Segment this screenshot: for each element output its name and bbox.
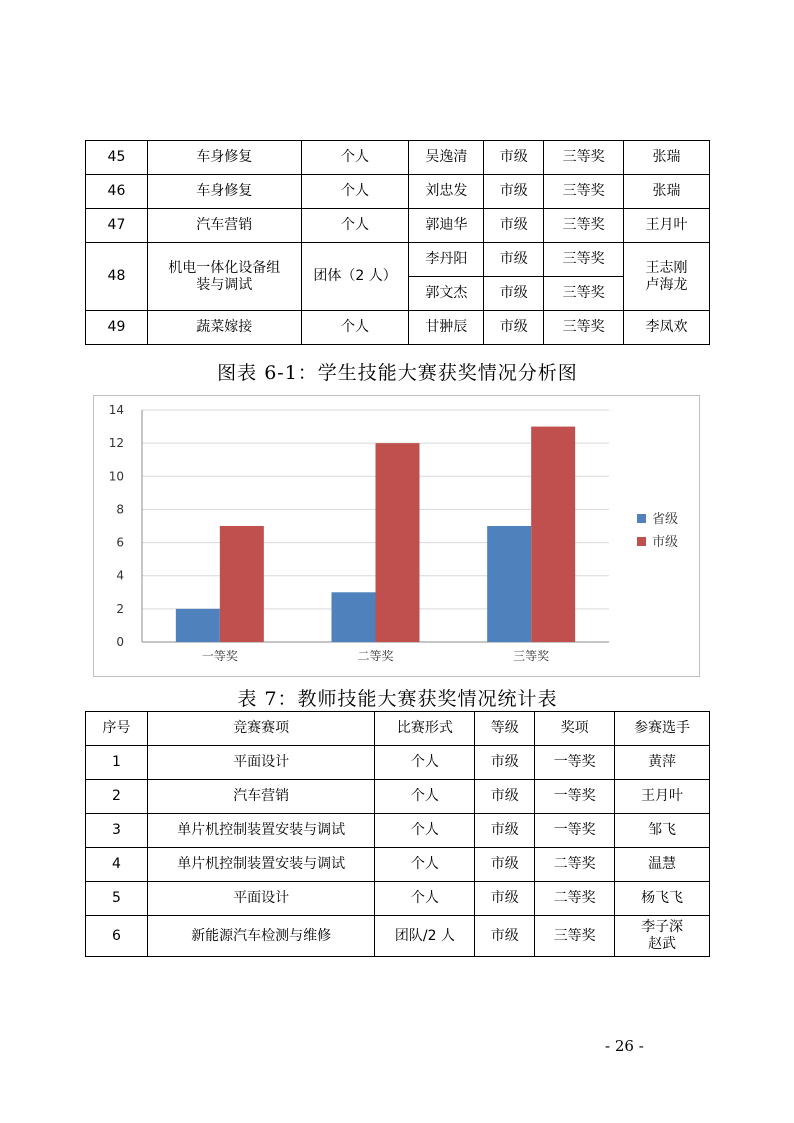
award-grade: 三等奖 [544,209,624,243]
table-row [86,141,710,175]
y-tick-label: 10 [108,469,124,484]
event-name-line: 机电一体化设备组 [168,259,281,276]
competition-form: 个人 [301,141,409,175]
header-event: 竞赛赛项 [147,712,375,746]
participant-name [615,916,710,957]
header-form: 比赛形式 [375,712,475,746]
event-name [147,243,301,311]
table-row [86,814,710,848]
award-grade: 三等奖 [544,277,624,311]
award-level: 市级 [475,882,535,916]
award-level: 市级 [484,243,544,277]
award-grade: 二等奖 [535,882,615,916]
coach-name: 张瑞 [624,141,710,175]
award-level: 市级 [475,746,535,780]
competition-form: 团队/2 人 [375,916,475,957]
award-level: 市级 [484,311,544,345]
row-number: 49 [86,311,148,345]
award-level: 市级 [475,848,535,882]
table-row [86,209,710,243]
legend-swatch [637,537,646,546]
legend-swatch [637,514,646,523]
award-level: 市级 [484,209,544,243]
row-number: 2 [86,780,148,814]
competition-form: 个人 [375,780,475,814]
row-number: 1 [86,746,148,780]
participant-name: 刘忠发 [409,175,484,209]
participant-name: 李丹阳 [409,243,484,277]
y-tick-label: 14 [108,403,124,417]
row-number: 3 [86,814,148,848]
row-number: 5 [86,882,148,916]
table-row [86,780,710,814]
event-name: 平面设计 [147,882,375,916]
bar-市级 [220,526,264,642]
table-caption: 表 7：教师技能大赛获奖情况统计表 [237,688,558,710]
event-name-line: 装与调试 [196,276,253,293]
y-tick-label: 0 [116,635,124,649]
y-tick-label: 12 [108,436,124,451]
table-row [86,848,710,882]
participant-name-line: 李子深 [641,919,684,935]
event-name: 单片机控制装置安装与调试 [147,848,375,882]
event-name: 平面设计 [147,746,375,780]
coach-name: 王月叶 [624,209,710,243]
awards-bar-chart [93,395,700,677]
participant-name: 甘翀辰 [409,311,484,345]
y-tick-label: 6 [116,535,124,550]
participant-name: 郭迪华 [409,209,484,243]
competition-form: 个人 [375,746,475,780]
participant-name: 邹飞 [615,814,710,848]
row-number: 4 [86,848,148,882]
table-row [86,882,710,916]
bar-省级 [332,592,376,642]
table-row [86,243,710,277]
legend-label: 市级 [652,535,679,550]
event-name: 汽车营销 [147,780,375,814]
participant-name-line: 赵武 [648,936,677,952]
legend-label: 省级 [652,512,679,527]
event-name: 车身修复 [147,141,301,175]
row-number: 46 [86,175,148,209]
bar-省级 [487,526,531,642]
competition-form: 个人 [301,209,409,243]
event-name: 汽车营销 [147,209,301,243]
competition-form: 个人 [301,311,409,345]
award-grade: 三等奖 [535,916,615,957]
award-level: 市级 [475,916,535,957]
participant-name: 温慧 [615,848,710,882]
award-level: 市级 [484,277,544,311]
row-number: 45 [86,141,148,175]
award-grade: 三等奖 [544,243,624,277]
y-tick-label: 8 [116,502,124,517]
coach-name: 李凤欢 [624,311,710,345]
page-number: - 26 - [605,1037,644,1055]
bar-市级 [531,427,575,642]
y-tick-label: 4 [116,568,124,583]
row-number: 6 [86,916,148,957]
chart-canvas [94,396,699,676]
participant-name: 吴逸清 [409,141,484,175]
award-level: 市级 [475,780,535,814]
row-number: 48 [86,243,148,311]
award-grade: 二等奖 [535,848,615,882]
bar-省级 [176,609,220,642]
participant-name: 王月叶 [615,780,710,814]
header-number: 序号 [86,712,148,746]
award-grade: 三等奖 [544,141,624,175]
chart-caption: 图表 6-1：学生技能大赛获奖情况分析图 [217,362,578,384]
x-tick-label: 一等奖 [201,649,238,663]
event-name: 单片机控制装置安装与调试 [147,814,375,848]
table-row [86,746,710,780]
participant-name: 郭文杰 [409,277,484,311]
header-participant: 参赛选手 [615,712,710,746]
bar-市级 [376,443,420,642]
table-row [86,311,710,345]
coach-name-line: 王志刚 [645,259,688,276]
event-name: 车身修复 [147,175,301,209]
award-level: 市级 [484,141,544,175]
coach-name: 张瑞 [624,175,710,209]
competition-form: 团体（2 人） [301,243,409,311]
teacher-awards-table [85,711,710,957]
event-name: 新能源汽车检测与维修 [147,916,375,957]
award-grade: 一等奖 [535,814,615,848]
x-tick-label: 三等奖 [513,649,550,663]
y-tick-label: 2 [116,601,124,616]
coach-name [624,243,710,311]
award-level: 市级 [475,814,535,848]
header-level: 等级 [475,712,535,746]
award-grade: 一等奖 [535,780,615,814]
x-tick-label: 二等奖 [357,649,394,663]
award-grade: 三等奖 [544,311,624,345]
participant-name: 黄萍 [615,746,710,780]
award-level: 市级 [484,175,544,209]
header-award: 奖项 [535,712,615,746]
competition-form: 个人 [375,848,475,882]
participant-name: 杨飞飞 [615,882,710,916]
competition-form: 个人 [375,814,475,848]
table-header-row [86,712,710,746]
table-row [86,916,710,957]
coach-name-line: 卢海龙 [645,276,688,293]
competition-form: 个人 [301,175,409,209]
student-awards-table [85,140,710,345]
table-row [86,175,710,209]
award-grade: 一等奖 [535,746,615,780]
competition-form: 个人 [375,882,475,916]
award-grade: 三等奖 [544,175,624,209]
row-number: 47 [86,209,148,243]
event-name: 蔬菜嫁接 [147,311,301,345]
